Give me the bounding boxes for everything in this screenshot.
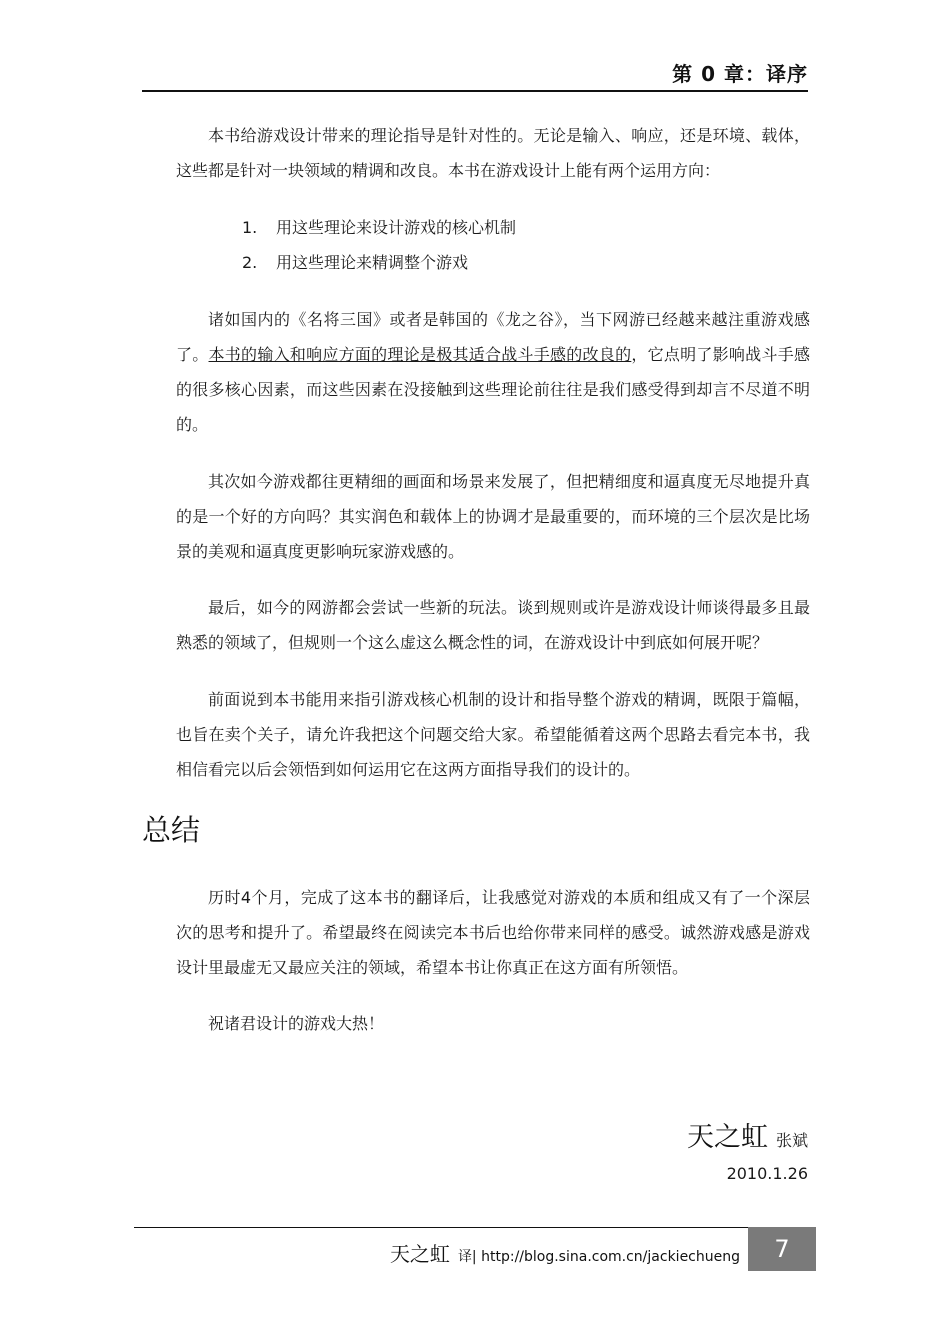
paragraph: 本书给游戏设计带来的理论指导是针对性的。无论是输入、响应，还是环境、载体，这些都是针对一块领域的精调和改良。本书在游戏设计上能有两个运用方向： xyxy=(176,126,810,180)
signature xyxy=(687,1115,808,1183)
list-item xyxy=(242,210,516,245)
list-number: 1. xyxy=(242,218,258,237)
chapter-title: 第 0 章：译序 xyxy=(672,62,808,86)
signature-date: 2010.1.26 xyxy=(726,1164,808,1183)
signature-pen-name: 天之虹 xyxy=(686,1122,768,1153)
paragraph: 历时4个月，完成了这本书的翻译后，让我感觉对游戏的本质和组成又有了一个深层次的思考和提升了。希望最终在阅读完本书后也给你带来同样的感受。诚然游戏感是游戏设计里最虚无又最应关注的领域，希望本书让你真正在这方面有所领悟。 xyxy=(176,888,810,977)
paragraph: 其次如今游戏都往更精细的画面和场景来发展了，但把精细度和逼真度无尽地提升真的是一个好的方向吗？其实润色和载体上的协调才是最重要的，而环境的三个层次是比场景的美观和逼真度更影响玩家游戏感的。 xyxy=(176,472,810,561)
page-number: 7 xyxy=(748,1227,816,1271)
summary-paragraph-block xyxy=(176,880,810,985)
header-divider xyxy=(142,90,808,92)
paragraph: 最后，如今的网游都会尝试一些新的玩法。谈到规则或许是游戏设计师谈得最多且最熟悉的领域了，但规则一个这么虚这么概念性的词，在游戏设计中到底如何展开呢？ xyxy=(176,598,810,652)
paragraph-text: ，它点明了影响战斗手感的很多核心因素，而这些因素在没接触到这些理论前往往是我们感受得到却言不尽道不明的。 xyxy=(176,345,810,434)
paragraph: 祝诸君设计的游戏大热！ xyxy=(208,1014,385,1033)
paragraph-3-block xyxy=(176,464,810,569)
paragraph xyxy=(176,302,810,442)
underlined-text: 本书的输入和响应方面的理论是极其适合战斗手感的改良的 xyxy=(208,345,632,364)
footer-divider xyxy=(134,1227,748,1228)
list-item xyxy=(242,245,516,280)
summary-heading: 总结 xyxy=(142,813,201,847)
uses-list xyxy=(242,210,516,280)
footer-credit xyxy=(390,1238,740,1267)
footer-role: 译| xyxy=(457,1249,477,1265)
signature-real-name: 张斌 xyxy=(775,1131,808,1150)
paragraph-2-block xyxy=(176,302,810,442)
paragraph: 前面说到本书能用来指引游戏核心机制的设计和指导整个游戏的精调，既限于篇幅，也旨在卖个关子，请允许我把这个问题交给大家。希望能循着这两个思路去看完本书，我相信看完以后会领悟到如何运用它在这两方面指导我们的设计的。 xyxy=(176,690,810,779)
footer-logo: 天之虹 xyxy=(389,1242,450,1266)
paragraph-text: 诸如国内的《名将三国》或者是韩国的《龙之谷》，当下网游已经越来越注重游戏感了。 xyxy=(176,310,810,364)
list-number: 2. xyxy=(242,253,258,272)
list-text: 用这些理论来设计游戏的核心机制 xyxy=(276,218,517,237)
footer-url-link[interactable]: http://blog.sina.com.cn/jackiechueng xyxy=(481,1249,740,1265)
list-text: 用这些理论来精调整个游戏 xyxy=(276,253,469,272)
paragraph-5-block xyxy=(176,682,810,787)
paragraph-4-block xyxy=(176,590,810,660)
intro-paragraph-1-block xyxy=(176,118,810,188)
summary-wish-block xyxy=(176,1006,810,1041)
